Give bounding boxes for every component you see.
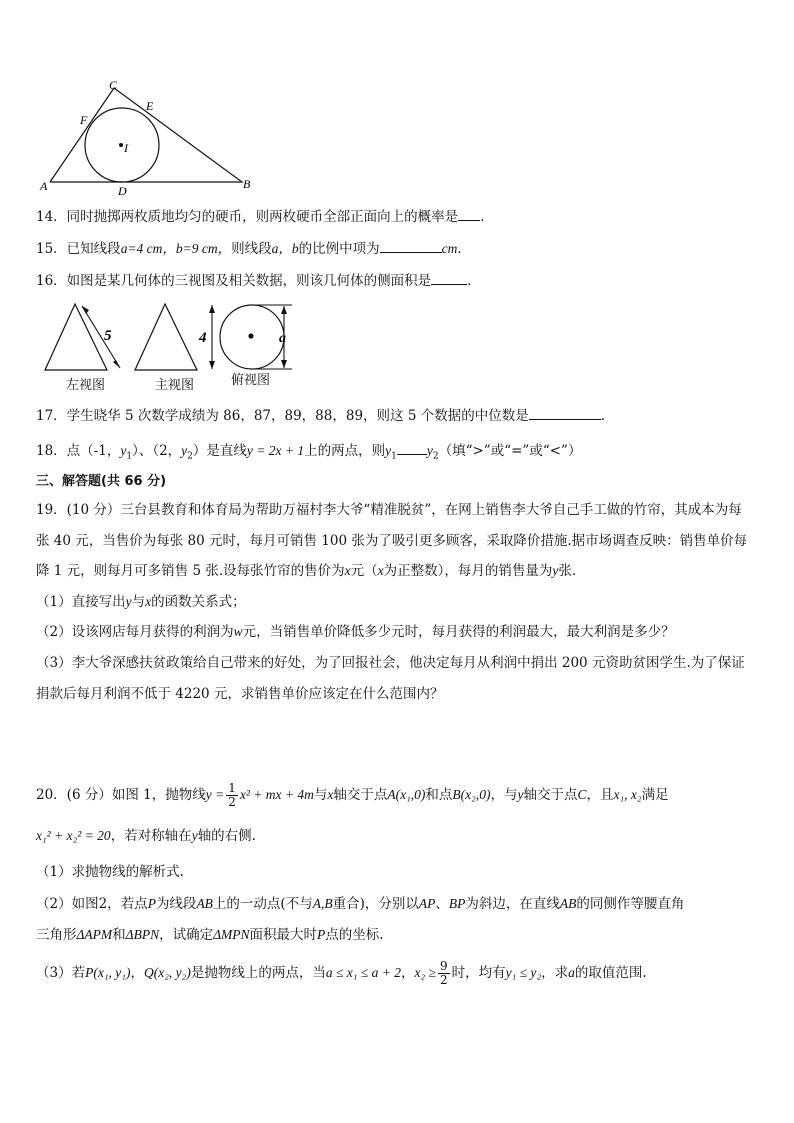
arrow-head bbox=[281, 360, 287, 368]
arrow-head bbox=[281, 306, 287, 314]
label-B: B bbox=[243, 177, 251, 191]
fraction-one-half: $\frac{1}{2}$ bbox=[228, 781, 236, 809]
arrow-head bbox=[209, 305, 215, 313]
main-view-triangle bbox=[135, 304, 197, 370]
left-view-caption: 左视图 bbox=[66, 378, 106, 393]
triangle-incircle-figure bbox=[30, 78, 260, 198]
question-19-line-3: 降 1 元，则每月可多销售 5 张.设每张竹帘的售价为x元（x为正整数），每月的销售量为y张. bbox=[36, 563, 577, 579]
question-20-line-2: x₁² + x₂² = 20，若对称轴在y轴的右侧. bbox=[36, 828, 256, 844]
answer-blank-14 bbox=[458, 206, 480, 221]
main-view-caption: 主视图 bbox=[155, 378, 195, 393]
question-20-sub-1: （1）求抛物线的解析式. bbox=[36, 864, 184, 880]
label-E: E bbox=[146, 99, 154, 113]
label-F: F bbox=[80, 113, 88, 127]
question-19-line-2: 张 40 元，当售价为每张 80 元时，每月可销售 100 张为了吸引更多顾客，采取降价措施.据市场调查反映：销售单价每 bbox=[36, 533, 748, 549]
answer-blank-17 bbox=[529, 405, 601, 420]
question-20-line-1: 20．(6 分）如图 1，抛物线y = $\frac{1}{2}$ x² + mx + 4m与x轴交于点A(x₁,0)和点B(x₂,0)，与y轴交于点C，且x₁, x₂满足 bbox=[36, 781, 669, 809]
arrow-head bbox=[209, 361, 215, 369]
three-view-figure bbox=[40, 300, 310, 372]
question-15: 15．已知线段a=4 cm，b=9 cm，则线段a，b的比例中项为 cm． bbox=[36, 238, 471, 259]
question-19-sub-3-line-2: 捐款后每月利润不低于 4220 元，求销售单价应该定在什么范围内？ bbox=[36, 686, 444, 702]
label-A: A bbox=[40, 179, 48, 193]
top-view-caption: 俯视图 bbox=[231, 373, 271, 388]
question-16: 16．如图是某几何体的三视图及相关数据，则该几何体的侧面积是 ． bbox=[36, 270, 481, 291]
answer-blank-15 bbox=[380, 238, 442, 253]
label-C: C bbox=[109, 78, 118, 92]
question-19-line-1: 19．(10 分）三台县教育和体育局为帮助万福村李大爷“精准脱贫”，在网上销售李大爷自己手工做的竹帘，其成本为每 bbox=[36, 502, 742, 518]
question-18: 18．点（-1，$y_1$）、（2，$y_2$）是直线y = 2x + 1上的两点，则$y_1$ $y_2$（填“>”或“=”或“<”） bbox=[36, 440, 581, 467]
label-D: D bbox=[118, 184, 127, 198]
question-17: 17．学生晓华 5 次数学成绩为 86，87，89，88，89，则这 5 个数据的中位数是 . bbox=[36, 405, 605, 426]
fraction-nine-halves: $\frac{9}{2}$ bbox=[439, 959, 448, 987]
top-view-center-dot bbox=[248, 333, 253, 338]
arrow-head bbox=[82, 306, 89, 314]
label-I: I bbox=[124, 141, 128, 155]
answer-blank-16 bbox=[431, 270, 467, 285]
question-19-sub-3-line-1: （3）李大爷深感扶贫政策给自己带来的好处，为了回报社会，他决定每月从利润中捐出 200 元资助贫困学生.为了保证 bbox=[36, 655, 745, 671]
answer-blank-18 bbox=[397, 440, 427, 455]
question-20-sub-2-line-1: （2）如图2，若点P为线段AB上的一动点(不与A,B重合)，分别以AP、BP为斜边，在直线AB的同侧作等腰直角 bbox=[36, 896, 685, 912]
section-title: 三、解答题(共 66 分) bbox=[36, 474, 167, 489]
question-20-sub-3: （3）若P(x₁, y₁)，Q(x₂, y₂)是抛物线上的两点，当a ≤ x₁ ≤ a + 2，x₂ ≥ $\frac{9}{2}$ 时，均有y₁ ≤ y₂，求a的取值范围. bbox=[36, 959, 647, 987]
question-14: 14．同时抛掷两枚质地均匀的硬币，则两枚硬币全部正面向上的概率是 ． bbox=[36, 206, 494, 227]
arrow-head bbox=[113, 360, 120, 368]
question-19-sub-2: （2）设该网店每月获得的利润为w元，当销售单价降低多少元时，每月获得的利润最大，最大利润是多少？ bbox=[36, 624, 675, 640]
left-view-value: 5 bbox=[104, 328, 112, 344]
question-19-sub-1: （1）直接写出y与x的函数关系式； bbox=[36, 594, 246, 610]
top-view-value: a bbox=[279, 331, 286, 346]
incenter-dot bbox=[119, 143, 123, 147]
left-view-triangle bbox=[45, 304, 107, 370]
main-view-value: 4 bbox=[199, 330, 207, 346]
question-20-sub-2-line-2: 三角形ΔAPM和ΔBPN，试确定ΔMPN面积最大时P点的坐标. bbox=[36, 927, 384, 943]
